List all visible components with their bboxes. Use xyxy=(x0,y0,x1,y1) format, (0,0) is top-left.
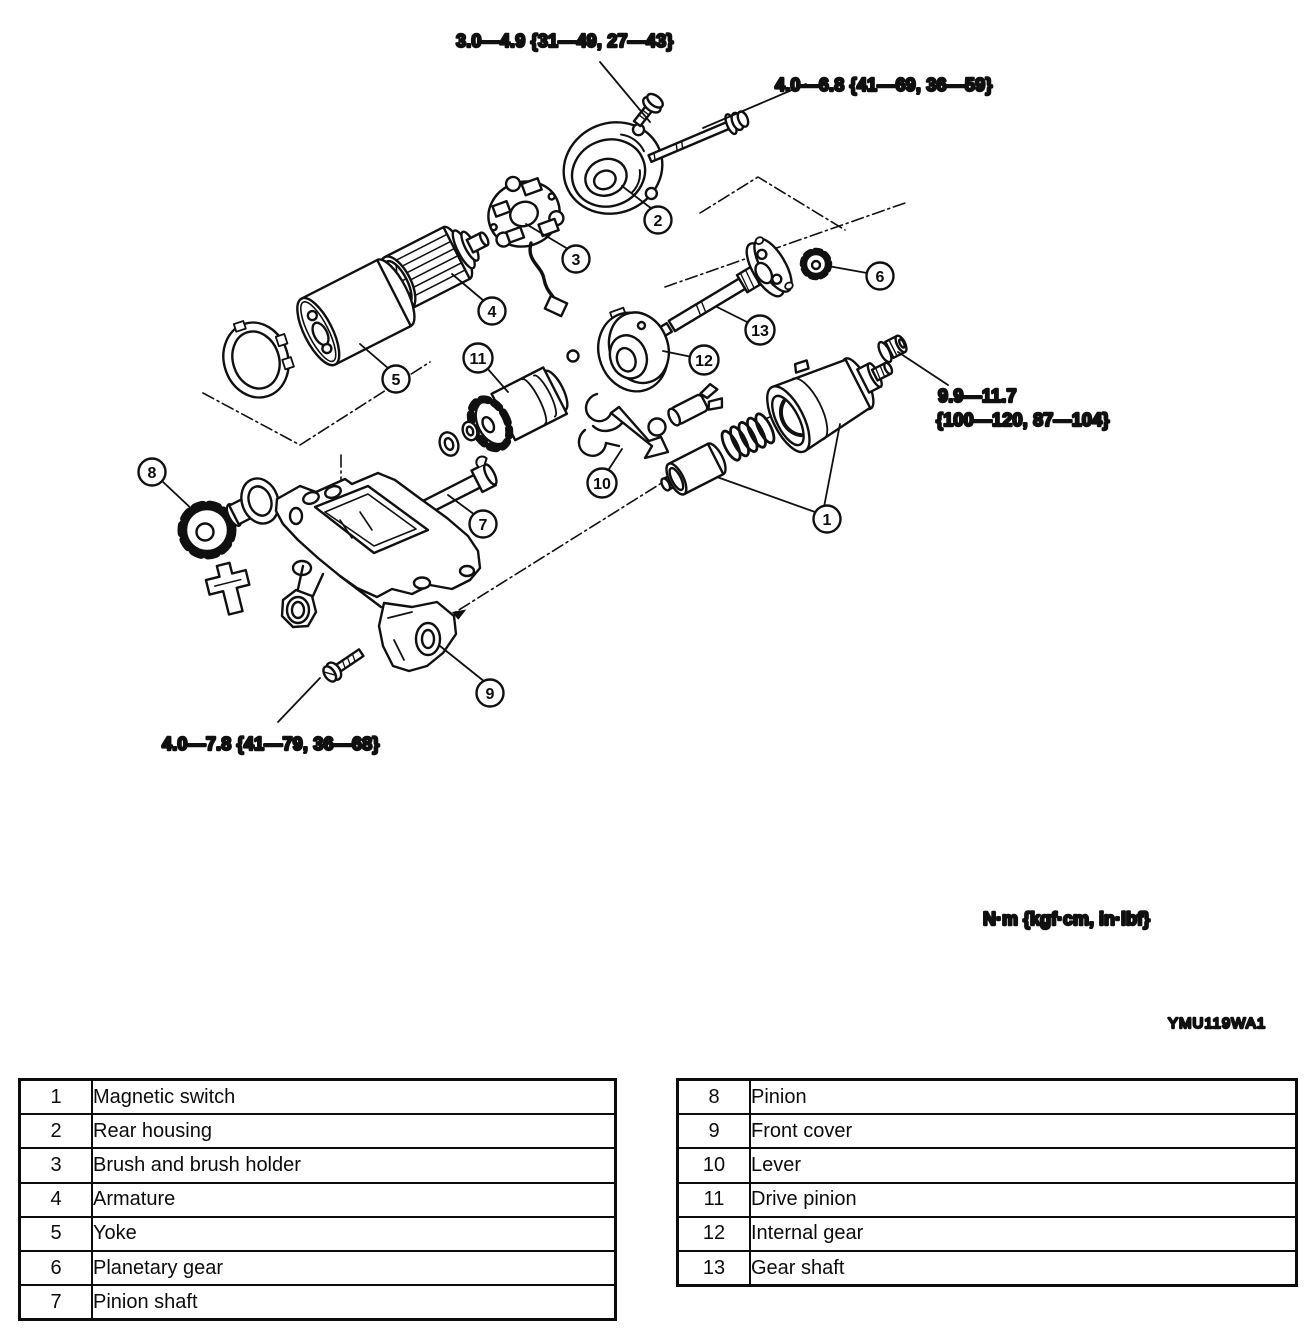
brush-holder-lead-wire xyxy=(530,243,567,316)
part-number: 10 xyxy=(678,1148,751,1182)
torque-label-through-bolt: 4.0—6.8 {41—69, 36—59} xyxy=(775,75,993,95)
bearing-cover-screw xyxy=(629,91,666,130)
part-number: 12 xyxy=(678,1217,751,1251)
units-note: N·m {kgf·cm, in·lbf} xyxy=(983,909,1151,929)
callout-5 xyxy=(383,366,410,393)
callout-7 xyxy=(470,511,497,538)
table-row xyxy=(20,1148,616,1182)
callout-12 xyxy=(690,346,719,375)
parts-table-right xyxy=(676,1078,1298,1287)
callout-9 xyxy=(477,680,504,707)
planetary-gear-part xyxy=(803,251,829,277)
callout-4 xyxy=(479,298,506,325)
end-cover-ring xyxy=(213,310,301,406)
part-number: 7 xyxy=(20,1285,93,1320)
callout-1-num: 1 xyxy=(822,512,832,529)
callout-11 xyxy=(464,344,493,373)
part-number: 6 xyxy=(20,1251,93,1285)
table-row xyxy=(20,1217,616,1251)
internal-gear-part xyxy=(586,297,681,401)
part-name: Brush and brush holder xyxy=(92,1148,616,1182)
callout-3 xyxy=(563,246,590,273)
part-name: Gear shaft xyxy=(750,1251,1297,1286)
part-number: 2 xyxy=(20,1114,93,1148)
callout-6 xyxy=(867,263,894,290)
part-number: 5 xyxy=(20,1217,93,1251)
part-name: Planetary gear xyxy=(92,1251,616,1285)
part-name: Armature xyxy=(92,1183,616,1217)
callout-7-num: 7 xyxy=(478,517,488,534)
mounting-bolt xyxy=(320,645,366,685)
part-name: Front cover xyxy=(750,1114,1297,1148)
leader-nut-torque xyxy=(898,352,948,385)
leader-c6 xyxy=(828,266,867,273)
leader-c1a xyxy=(717,477,815,512)
part-number: 3 xyxy=(20,1148,93,1182)
callout-1 xyxy=(814,506,841,533)
leader-c10 xyxy=(607,449,622,472)
callout-10-num: 10 xyxy=(593,476,611,493)
part-number: 13 xyxy=(678,1251,751,1286)
callout-8-num: 8 xyxy=(147,465,157,482)
callout-2-num: 2 xyxy=(653,213,663,230)
table-row xyxy=(678,1217,1297,1251)
callout-11-num: 11 xyxy=(469,351,487,368)
leader-c11 xyxy=(487,368,508,392)
table-row xyxy=(678,1148,1297,1182)
callout-13-num: 13 xyxy=(751,323,769,340)
part-number: 4 xyxy=(20,1183,93,1217)
table-row xyxy=(20,1183,616,1217)
callout-10 xyxy=(588,469,617,498)
part-name: Internal gear xyxy=(750,1217,1297,1251)
torque-label-nut-line1: 9.9—11.7 xyxy=(938,386,1017,406)
terminal-nut xyxy=(876,332,910,364)
callout-12-num: 12 xyxy=(695,353,713,370)
torque-label-mounting-bolt: 4.0—7.8 {41—79, 36—68} xyxy=(162,734,380,754)
callout-3-num: 3 xyxy=(571,252,581,269)
rubber-cushion xyxy=(203,559,255,617)
leader-c5 xyxy=(360,344,389,369)
leader-mount-torque xyxy=(278,678,320,722)
table-row xyxy=(678,1080,1297,1115)
lever-pivot-ball xyxy=(649,419,666,436)
pinion-washers xyxy=(436,420,479,459)
torque-label-screw: 3.0—4.9 {31—49, 27—43} xyxy=(456,31,674,51)
part-name: Drive pinion xyxy=(750,1183,1297,1217)
brush-holder-part xyxy=(477,165,569,256)
plunger-part xyxy=(664,382,725,430)
return-spring xyxy=(718,411,777,462)
leader-c8 xyxy=(162,481,195,512)
part-number: 9 xyxy=(678,1114,751,1148)
part-number: 11 xyxy=(678,1183,751,1217)
table-row xyxy=(20,1251,616,1285)
drive-pinion-part xyxy=(463,364,574,455)
callout-9-num: 9 xyxy=(485,686,495,703)
steel-ball-small xyxy=(568,351,579,362)
leader-screw-torque xyxy=(600,62,650,122)
table-row xyxy=(20,1114,616,1148)
part-number: 8 xyxy=(678,1080,751,1115)
table-row xyxy=(678,1114,1297,1148)
callout-8 xyxy=(139,459,166,486)
torque-label-nut-line2: {100—120, 87—104} xyxy=(936,410,1110,430)
callout-6-num: 6 xyxy=(875,269,885,286)
part-name: Pinion shaft xyxy=(92,1285,616,1320)
figure-code: YMU119WA1 xyxy=(1168,1015,1267,1032)
callout-13 xyxy=(746,316,775,345)
parts-table-left xyxy=(18,1078,617,1321)
part-name: Rear housing xyxy=(92,1114,616,1148)
axis-line-gearshaft xyxy=(700,177,845,230)
callout-4-num: 4 xyxy=(487,304,497,321)
part-name: Pinion xyxy=(750,1080,1297,1115)
table-row xyxy=(20,1285,616,1320)
leader-c13 xyxy=(717,307,749,323)
part-name: Magnetic switch xyxy=(92,1080,616,1115)
callout-2 xyxy=(645,207,672,234)
part-name: Lever xyxy=(750,1148,1297,1182)
part-name: Yoke xyxy=(92,1217,616,1251)
leader-c9 xyxy=(440,646,485,682)
callout-5-num: 5 xyxy=(391,372,401,389)
table-row xyxy=(678,1251,1297,1286)
part-number: 1 xyxy=(20,1080,93,1115)
table-row xyxy=(678,1183,1297,1217)
table-row xyxy=(20,1080,616,1115)
